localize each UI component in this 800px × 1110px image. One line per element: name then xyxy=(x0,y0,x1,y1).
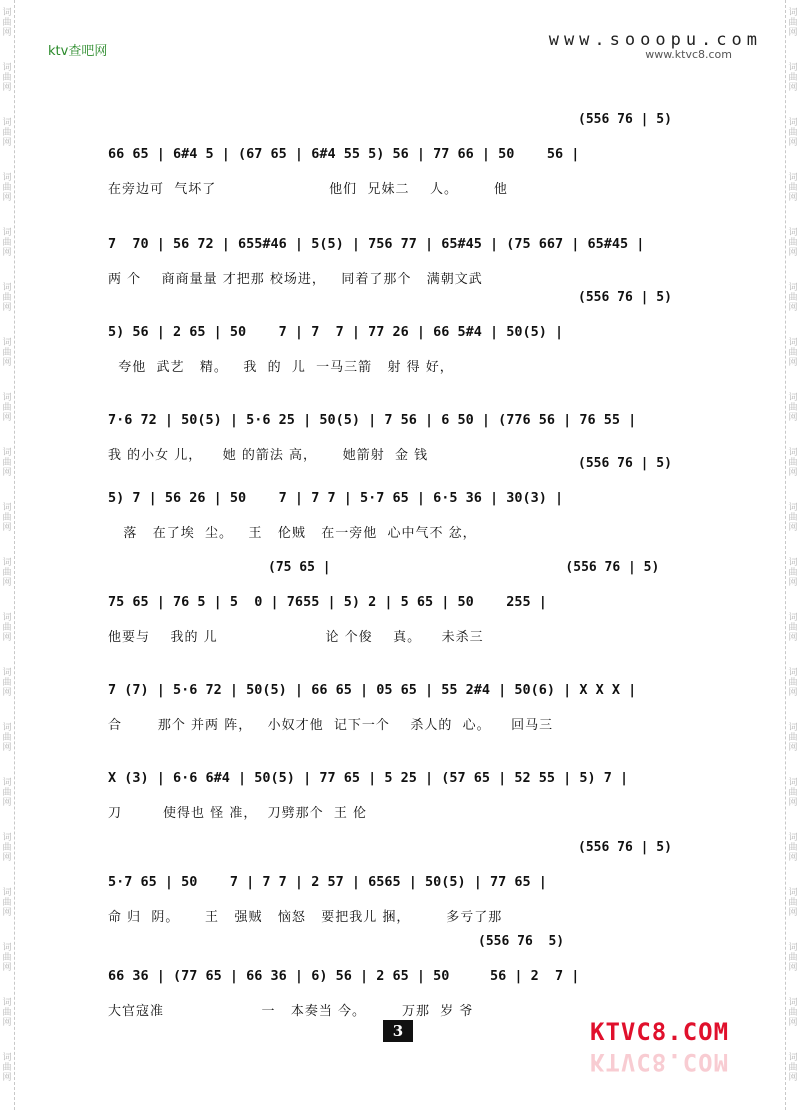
margin-watermark: 词曲网 xyxy=(2,8,12,38)
lyric-line: 我 的小女 儿， 她 的箭法 高， 她箭射 金 钱 xyxy=(108,448,429,463)
margin-watermark: 词曲网 xyxy=(788,778,798,808)
lyric-line: 在旁边可 气坏了 他们 兄妹二 人。 他 xyxy=(108,182,508,197)
margin-watermark: 词曲网 xyxy=(2,63,12,93)
phrase-annotation: (75 65 | (556 76 | 5) xyxy=(268,560,660,575)
margin-watermark: 词曲网 xyxy=(788,943,798,973)
score-row xyxy=(108,456,720,576)
margin-watermark: 词曲网 xyxy=(788,1053,798,1083)
margin-watermark: 词曲网 xyxy=(2,393,12,423)
margin-watermark: 词曲网 xyxy=(788,173,798,203)
phrase-annotation: (556 76 | 5) xyxy=(578,456,672,471)
site-sub-url: www.ktvc8.com xyxy=(645,48,732,61)
margin-watermark: 词曲网 xyxy=(2,558,12,588)
phrase-annotation: (556 76 | 5) xyxy=(578,112,672,127)
margin-watermark: 词曲网 xyxy=(788,613,798,643)
lyric-line: 两 个 商商量量 才把那 校场进， 同着了那个 满朝文武 xyxy=(108,272,483,287)
notation-line: 66 36 | (77 65 | 66 36 | 6) 56 | 2 65 | 50 56 | 2 7 | xyxy=(108,968,580,984)
lyric-line: 命 归 阴。 王 强贼 恼怒 要把我儿 捆， 多亏了那 xyxy=(108,910,503,925)
logo-text: KTVC8.COM xyxy=(590,1018,730,1046)
margin-watermark: 词曲网 xyxy=(788,503,798,533)
margin-watermark: 词曲网 xyxy=(788,338,798,368)
margin-watermark: 词曲网 xyxy=(2,448,12,478)
phrase-annotation: (556 76 5) xyxy=(478,934,565,949)
margin-watermark: 词曲网 xyxy=(2,998,12,1028)
lyric-line: 他要与 我的 儿 论 个俊 真。 未杀三 xyxy=(108,630,484,645)
lyric-line: 刀 使得也 怪 准， 刀劈那个 王 伦 xyxy=(108,806,367,821)
notation-line: 5·7 65 | 50 7 | 7 7 | 2 57 | 6565 | 50(5) | 77 65 | xyxy=(108,874,547,890)
margin-watermark: 词曲网 xyxy=(2,613,12,643)
lyric-line: 合 那个 并两 阵， 小奴才他 记下一个 杀人的 心。 回马三 xyxy=(108,718,554,733)
margin-watermark: 词曲网 xyxy=(2,668,12,698)
notation-line: 5) 56 | 2 65 | 50 7 | 7 7 | 77 26 | 66 5#4 | 50(5) | xyxy=(108,324,564,340)
margin-watermark: 词曲网 xyxy=(788,723,798,753)
phrase-annotation: (556 76 | 5) xyxy=(578,290,672,305)
margin-watermark: 词曲网 xyxy=(788,228,798,258)
margin-watermark: 词曲网 xyxy=(2,228,12,258)
margin-watermark: 词曲网 xyxy=(2,778,12,808)
margin-watermark: 词曲网 xyxy=(788,448,798,478)
margin-watermark: 词曲网 xyxy=(2,118,12,148)
site-url: www.sooopu.com xyxy=(548,30,762,50)
notation-line: 5) 7 | 56 26 | 50 7 | 7 7 | 5·7 65 | 6·5 36 | 30(3) | xyxy=(108,490,564,506)
site-label: ktv查吧网 xyxy=(48,44,108,59)
margin-watermark: 词曲网 xyxy=(788,998,798,1028)
margin-watermark: 词曲网 xyxy=(788,8,798,38)
margin-watermark: 词曲网 xyxy=(788,283,798,313)
margin-watermark: 词曲网 xyxy=(2,338,12,368)
margin-watermark: 词曲网 xyxy=(2,1053,12,1083)
margin-watermark: 词曲网 xyxy=(788,118,798,148)
margin-watermark: 词曲网 xyxy=(2,503,12,533)
notation-line: X (3) | 6·6 6#4 | 50(5) | 77 65 | 5 25 | (57 65 | 52 55 | 5) 7 | xyxy=(108,770,629,786)
margin-watermark: 词曲网 xyxy=(788,558,798,588)
logo-reflection: KTVC8.COM xyxy=(590,1048,730,1076)
margin-watermark: 词曲网 xyxy=(788,63,798,93)
page-number: 3 xyxy=(383,1020,413,1042)
left-margin-strip xyxy=(0,0,15,1110)
lyric-line: 夸他 武艺 精。 我 的 儿 一马三箭 射 得 好， xyxy=(108,360,454,375)
margin-watermark: 词曲网 xyxy=(2,943,12,973)
right-margin-strip xyxy=(785,0,800,1110)
margin-watermark: 词曲网 xyxy=(788,668,798,698)
margin-watermark: 词曲网 xyxy=(2,173,12,203)
notation-line: 7 (7) | 5·6 72 | 50(5) | 66 65 | 05 65 | 55 2#4 | 50(6) | X X X | xyxy=(108,682,637,698)
notation-line: 7 70 | 56 72 | 655#46 | 5(5) | 756 77 | 65#45 | (75 667 | 65#45 | xyxy=(108,236,645,252)
notation-line: 7·6 72 | 50(5) | 5·6 25 | 50(5) | 7 56 | 6 50 | (776 56 | 76 55 | xyxy=(108,412,637,428)
lyric-line: 大官寇准 一 本奏当 今。 万那 岁 爷 xyxy=(108,1004,474,1019)
notation-line: 75 65 | 76 5 | 5 0 | 7655 | 5) 2 | 5 65 | 50 255 | xyxy=(108,594,547,610)
brand-logo xyxy=(590,1018,750,1076)
notation-line: 66 65 | 6#4 5 | (67 65 | 6#4 55 5) 56 | 77 66 | 50 56 | xyxy=(108,146,580,162)
margin-watermark: 词曲网 xyxy=(788,833,798,863)
margin-watermark: 词曲网 xyxy=(788,393,798,423)
margin-watermark: 词曲网 xyxy=(788,888,798,918)
margin-watermark: 词曲网 xyxy=(2,723,12,753)
phrase-annotation: (556 76 | 5) xyxy=(578,840,672,855)
score-row xyxy=(108,736,720,856)
margin-watermark: 词曲网 xyxy=(2,283,12,313)
margin-watermark: 词曲网 xyxy=(2,833,12,863)
margin-watermark: 词曲网 xyxy=(2,888,12,918)
lyric-line: 落 在了埃 尘。 王 伦贼 在一旁他 心中气不 忿， xyxy=(108,526,477,541)
